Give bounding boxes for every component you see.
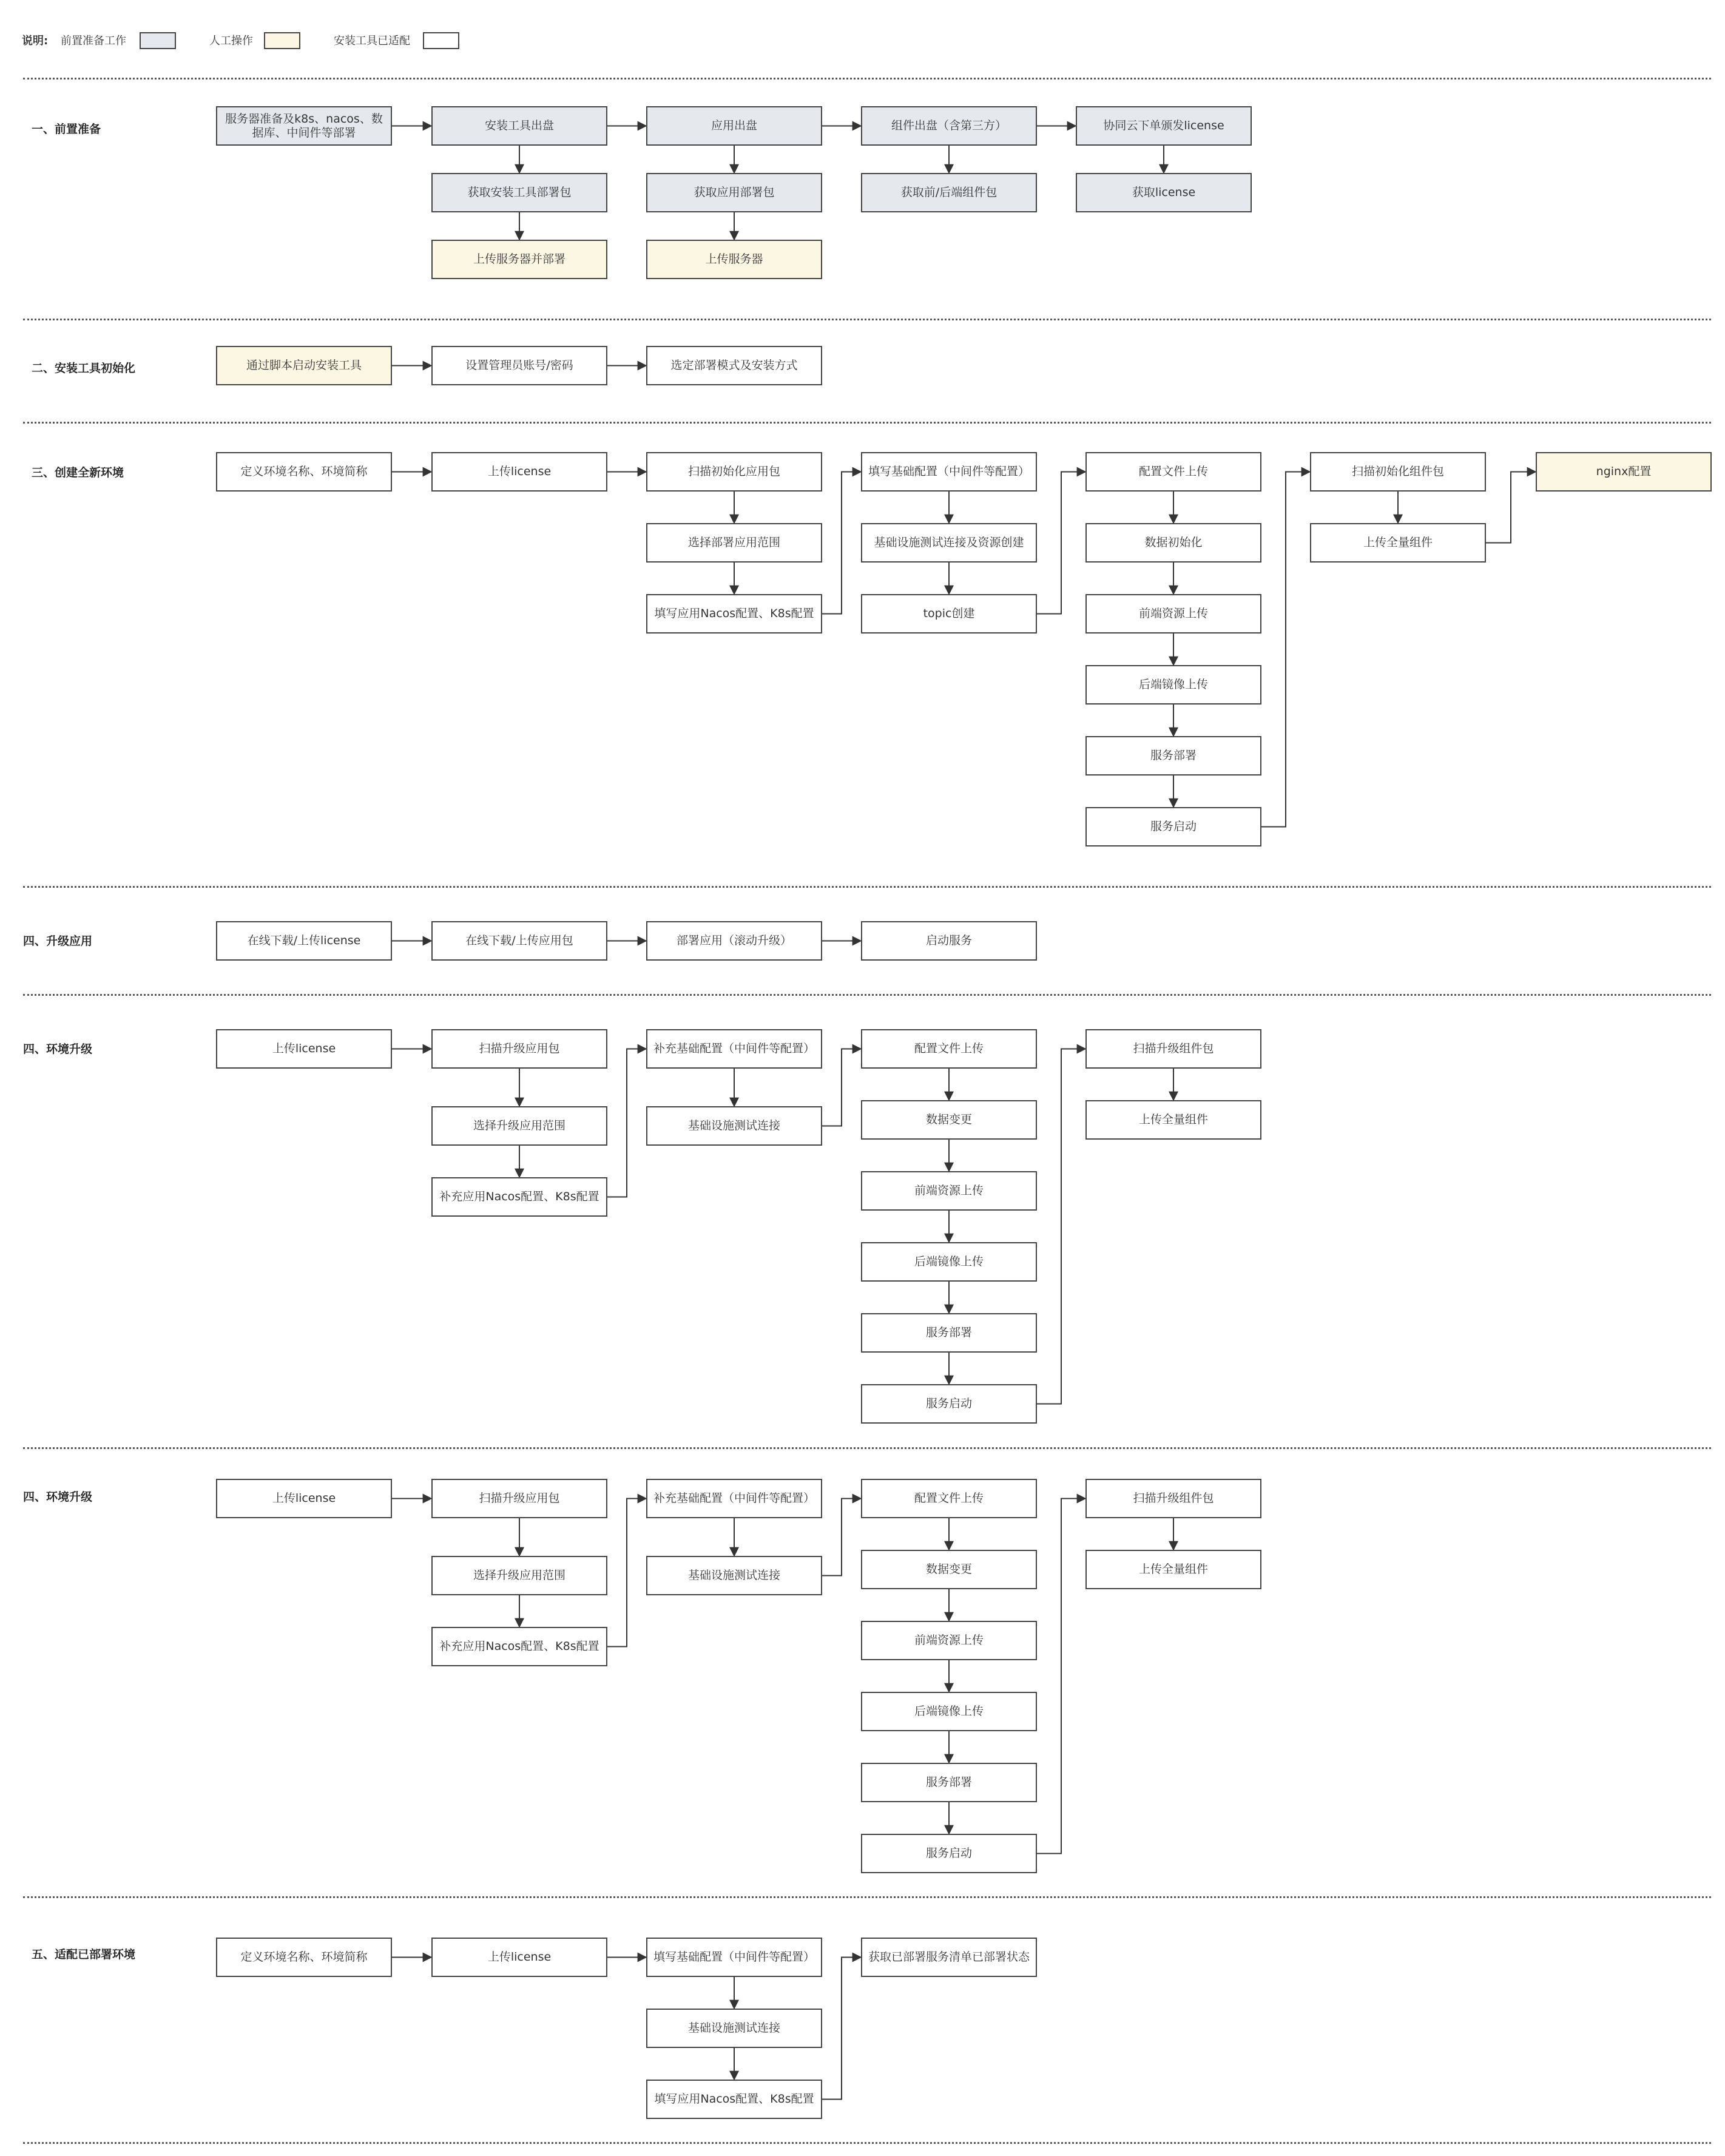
node-scan-init-component: 扫描初始化组件包 [1310,452,1486,492]
section-divider [23,1896,1711,1898]
section-label-adapt-env: 五、适配已部署环境 [32,1948,136,1961]
connector-arrow [1037,1499,1085,1854]
node-select-deploy-scope: 选择部署应用范围 [646,523,822,563]
node-upload-license: 上传license [431,452,607,492]
node-scan-init-app-package: 扫描初始化应用包 [646,452,822,492]
legend-swatch-prep [140,32,176,49]
node-fill-base-config: 填写基础配置（中间件等配置） [861,452,1037,492]
section-label-env-upgrade: 四、环境升级 [23,1043,93,1056]
node-rolling-upgrade: 部署应用（滚动升级） [646,921,822,961]
section-label-new-env: 三、创建全新环境 [32,466,124,479]
node-upload-license: 上传license [216,1479,392,1518]
node-backend-image-upload: 后端镜像上传 [1085,665,1261,705]
connector-arrow [822,1049,861,1126]
node-upload-license: 上传license [216,1029,392,1069]
legend-label-auto: 安装工具已适配 [334,35,410,47]
legend-label-manual: 人工操作 [209,35,253,47]
node-infra-test: 基础设施测试连接 [646,1106,822,1146]
section-divider [23,319,1711,320]
node-frontend-upload: 前端资源上传 [861,1621,1037,1660]
node-server-prep: 服务器准备及k8s、nacos、数据库、中间件等部署 [216,106,392,146]
node-upload-deploy: 上传服务器并部署 [431,240,607,279]
node-start-service: 启动服务 [861,921,1037,961]
node-fill-nacos-k8s-config: 填写应用Nacos配置、K8s配置 [646,2080,822,2119]
node-issue-license: 协同云下单颁发license [1076,106,1252,146]
node-data-init: 数据初始化 [1085,523,1261,563]
node-define-env-name: 定义环境名称、环境简称 [216,1938,392,1977]
node-select-deploy-mode: 选定部署模式及安装方式 [646,346,822,385]
node-config-file-upload: 配置文件上传 [1085,452,1261,492]
legend-swatch-manual [264,32,300,49]
node-supplement-base-config: 补充基础配置（中间件等配置） [646,1479,822,1518]
node-scan-upgrade-component: 扫描升级组件包 [1085,1479,1261,1518]
connector-arrow [1261,472,1310,827]
node-set-admin-account: 设置管理员账号/密码 [431,346,607,385]
node-tool-release: 安装工具出盘 [431,106,607,146]
node-nginx-config: nginx配置 [1536,452,1712,492]
section-label-tool-init: 二、安装工具初始化 [32,362,136,375]
node-config-file-upload: 配置文件上传 [861,1029,1037,1069]
connector-arrow [1037,472,1085,614]
node-supplement-nacos-k8s: 补充应用Nacos配置、K8s配置 [431,1177,607,1217]
node-get-component-package: 获取前/后端组件包 [861,173,1037,212]
node-backend-image-upload: 后端镜像上传 [861,1242,1037,1282]
connector-arrow [1037,1049,1085,1404]
node-scan-upgrade-package: 扫描升级应用包 [431,1479,607,1518]
section-divider [23,78,1711,79]
node-app-release: 应用出盘 [646,106,822,146]
node-supplement-base-config: 补充基础配置（中间件等配置） [646,1029,822,1069]
node-select-upgrade-scope: 选择升级应用范围 [431,1106,607,1146]
legend-label-prep: 前置准备工作 [61,35,126,47]
connector-arrow [1486,472,1536,543]
section-divider [23,886,1711,888]
connector-arrow [822,1958,861,2100]
legend-swatch-auto [423,32,459,49]
node-frontend-upload: 前端资源上传 [1085,594,1261,634]
connector-arrow [822,472,861,614]
node-infra-test: 基础设施测试连接 [646,1556,822,1595]
node-service-deploy: 服务部署 [861,1313,1037,1353]
node-fill-base-config: 填写基础配置（中间件等配置） [646,1938,822,1977]
node-service-start: 服务启动 [861,1834,1037,1873]
node-supplement-nacos-k8s: 补充应用Nacos配置、K8s配置 [431,1627,607,1666]
node-upload-all-components: 上传全量组件 [1085,1100,1261,1140]
node-config-file-upload: 配置文件上传 [861,1479,1037,1518]
node-get-app-package: 获取应用部署包 [646,173,822,212]
node-download-app-package: 在线下载/上传应用包 [431,921,607,961]
node-start-tool-script: 通过脚本启动安装工具 [216,346,392,385]
node-backend-image-upload: 后端镜像上传 [861,1692,1037,1731]
section-label-prep: 一、前置准备 [32,123,101,136]
node-select-upgrade-scope: 选择升级应用范围 [431,1556,607,1595]
section-divider [23,422,1711,424]
connector-arrow [822,1499,861,1576]
node-service-start: 服务启动 [861,1384,1037,1424]
section-divider [23,2142,1711,2144]
node-data-change: 数据变更 [861,1100,1037,1140]
node-frontend-upload: 前端资源上传 [861,1171,1037,1211]
node-service-deploy: 服务部署 [861,1763,1037,1802]
node-fill-nacos-k8s-config: 填写应用Nacos配置、K8s配置 [646,594,822,634]
node-get-deployed-services: 获取已部署服务清单已部署状态 [861,1938,1037,1977]
node-download-license: 在线下载/上传license [216,921,392,961]
node-upload-license: 上传license [431,1938,607,1977]
section-divider [23,994,1711,996]
node-upload-all-components: 上传全量组件 [1310,523,1486,563]
node-infra-test-create: 基础设施测试连接及资源创建 [861,523,1037,563]
node-data-change: 数据变更 [861,1550,1037,1589]
legend-title: 说明: [22,35,49,47]
section-label-upgrade-app: 四、升级应用 [23,934,93,948]
node-service-start: 服务启动 [1085,807,1261,847]
connector-arrow [607,1049,646,1197]
node-upload-server: 上传服务器 [646,240,822,279]
node-service-deploy: 服务部署 [1085,736,1261,776]
node-get-tool-package: 获取安装工具部署包 [431,173,607,212]
section-divider [23,1447,1711,1449]
node-topic-create: topic创建 [861,594,1037,634]
node-component-release: 组件出盘（含第三方） [861,106,1037,146]
node-scan-upgrade-package: 扫描升级应用包 [431,1029,607,1069]
section-label-env-upgrade-2: 四、环境升级 [23,1490,93,1504]
node-get-license: 获取license [1076,173,1252,212]
node-scan-upgrade-component: 扫描升级组件包 [1085,1029,1261,1069]
node-define-env-name: 定义环境名称、环境简称 [216,452,392,492]
connector-arrow [607,1499,646,1647]
node-infra-test: 基础设施测试连接 [646,2009,822,2048]
node-upload-all-components: 上传全量组件 [1085,1550,1261,1589]
